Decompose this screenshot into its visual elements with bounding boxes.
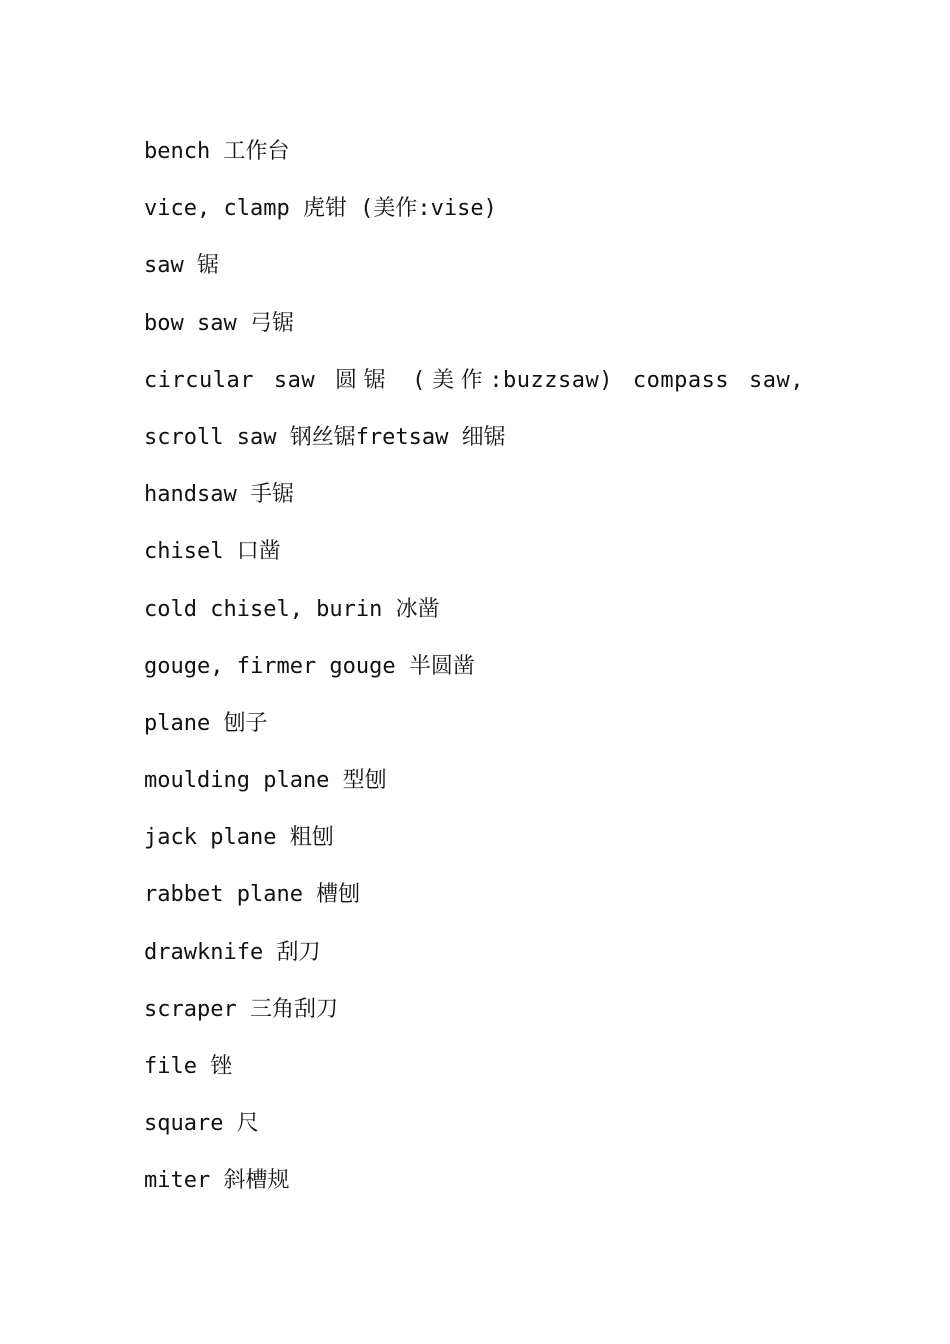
line-text: cold chisel, burin 冰凿 bbox=[144, 596, 440, 622]
line-text: drawknife 刮刀 bbox=[144, 939, 321, 965]
line-text: miter 斜槽规 bbox=[144, 1168, 290, 1194]
list-item bbox=[144, 420, 824, 477]
line-text: chisel 口凿 bbox=[144, 539, 281, 565]
list-item bbox=[144, 820, 824, 877]
list-item bbox=[144, 1106, 824, 1163]
list-item bbox=[144, 534, 824, 591]
line-text: file 锉 bbox=[144, 1054, 233, 1079]
line-text: bench 工作台 bbox=[144, 139, 290, 164]
list-item bbox=[144, 992, 824, 1049]
line-text: circular saw 圆锯 (美作:buzzsaw) compass saw, bbox=[144, 367, 804, 393]
line-text: rabbet plane 槽刨 bbox=[144, 882, 361, 908]
line-text: saw 锯 bbox=[144, 253, 219, 279]
list-item bbox=[144, 763, 824, 820]
list-item bbox=[144, 306, 824, 363]
list-item bbox=[144, 1049, 824, 1106]
line-text: square 尺 bbox=[144, 1111, 259, 1137]
line-text: scraper 三角刮刀 bbox=[144, 996, 338, 1022]
line-text: vice, clamp 虎钳 (美作:vise) bbox=[144, 196, 497, 222]
list-item bbox=[144, 877, 824, 934]
vocabulary-list bbox=[144, 134, 824, 1221]
list-item bbox=[144, 592, 824, 649]
list-item bbox=[144, 191, 824, 248]
line-text: bow saw 弓锯 bbox=[144, 310, 294, 336]
list-item bbox=[144, 477, 824, 534]
line-text: gouge, firmer gouge 半圆凿 bbox=[144, 653, 475, 679]
list-item bbox=[144, 248, 824, 305]
list-item bbox=[144, 1163, 824, 1220]
list-item bbox=[144, 706, 824, 763]
list-item bbox=[144, 134, 824, 191]
line-text: moulding plane 型刨 bbox=[144, 768, 387, 794]
line-text: jack plane 粗刨 bbox=[144, 825, 334, 851]
list-item bbox=[144, 649, 824, 706]
line-text: handsaw 手锯 bbox=[144, 482, 294, 508]
line-text: plane 刨子 bbox=[144, 710, 268, 736]
line-text: scroll saw 钢丝锯fretsaw 细锯 bbox=[144, 424, 506, 450]
list-item bbox=[144, 363, 824, 420]
list-item bbox=[144, 935, 824, 992]
